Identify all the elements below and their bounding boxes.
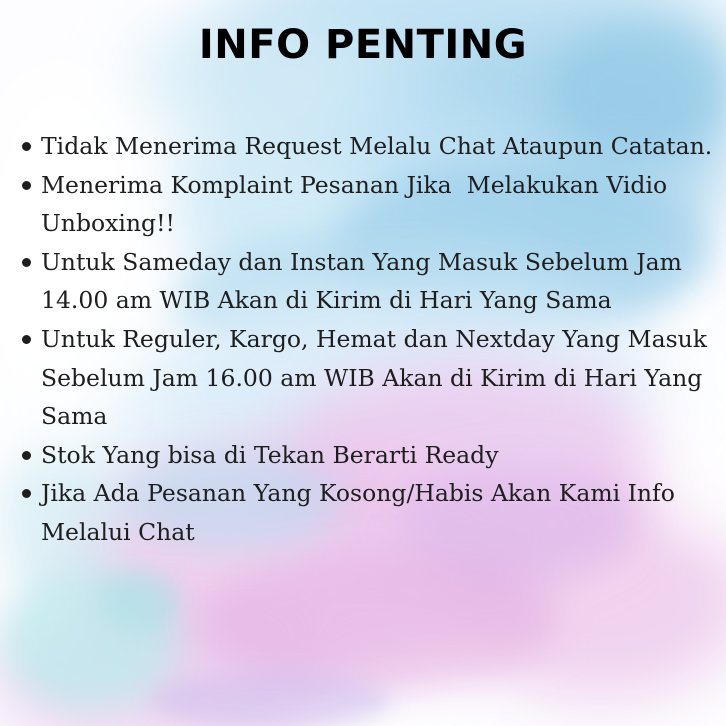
list-item-text: Untuk Reguler, Kargo, Hemat dan Nextday Yang Masuk Sebelum Jam 16.00 am WIB Akan di Kirim di Hari Yang Sama xyxy=(41,324,708,431)
list-item-text: Stok Yang bisa di Tekan Berarti Ready xyxy=(41,440,499,469)
list-item xyxy=(20,243,720,320)
list-item-text: Tidak Menerima Request Melalu Chat Ataupun Catatan. xyxy=(41,132,713,160)
list-item-text: Menerima Komplaint Pesanan Jika Melakukan Vidio Unboxing!! xyxy=(41,170,675,238)
list-item xyxy=(20,474,720,551)
bullet-icon xyxy=(22,258,31,267)
info-list xyxy=(20,127,720,552)
list-item xyxy=(20,127,720,166)
bullet-icon xyxy=(22,181,31,190)
bullet-icon xyxy=(22,451,31,460)
list-item-text: Untuk Sameday dan Instan Yang Masuk Sebelum Jam 14.00 am WIB Akan di Kirim di Hari Yang Sama xyxy=(41,247,682,315)
list-item xyxy=(20,166,720,243)
list-item-text: Jika Ada Pesanan Yang Kosong/Habis Akan Kami Info Melalui Chat xyxy=(41,479,675,546)
bullet-icon xyxy=(22,142,31,151)
bullet-icon xyxy=(22,489,31,498)
list-item xyxy=(20,320,720,436)
bullet-icon xyxy=(22,335,31,344)
page-title: INFO PENTING xyxy=(198,22,528,68)
list-item xyxy=(20,436,720,475)
